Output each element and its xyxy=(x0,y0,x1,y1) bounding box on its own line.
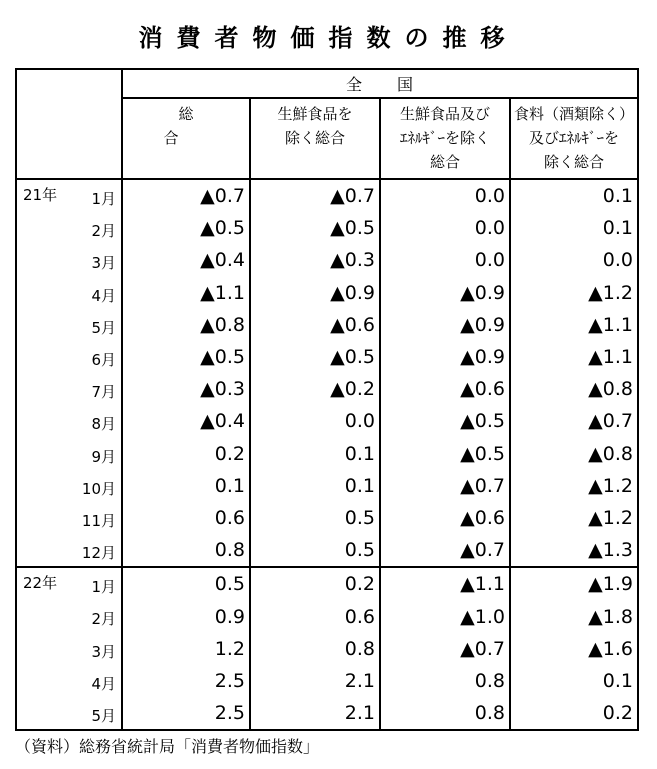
row-label xyxy=(16,309,122,341)
column-header xyxy=(380,98,510,179)
month-label: 11月 xyxy=(81,511,116,530)
row-label xyxy=(16,567,122,600)
value-cell: 0.1 xyxy=(510,212,638,244)
value-cell: ▲0.5 xyxy=(380,438,510,470)
row-label xyxy=(16,665,122,697)
value-cell: 0.6 xyxy=(122,502,250,534)
value-cell: ▲0.6 xyxy=(250,309,380,341)
row-label xyxy=(16,244,122,276)
value-cell: ▲1.1 xyxy=(380,567,510,600)
value-cell: 0.5 xyxy=(250,534,380,567)
value-cell: 0.8 xyxy=(380,665,510,697)
value-cell: 0.0 xyxy=(380,212,510,244)
value-cell: ▲0.5 xyxy=(380,405,510,437)
table-row xyxy=(16,438,638,470)
row-label xyxy=(16,341,122,373)
value-cell: ▲0.8 xyxy=(510,373,638,405)
table-row xyxy=(16,665,638,697)
value-cell: ▲0.3 xyxy=(250,244,380,276)
month-label: 3月 xyxy=(91,254,116,273)
table-row xyxy=(16,633,638,665)
month-label: 12月 xyxy=(81,544,116,563)
header-corner xyxy=(16,69,122,98)
column-header-line: 生鮮食品を xyxy=(277,105,353,123)
table-row xyxy=(16,277,638,309)
value-cell: ▲1.6 xyxy=(510,633,638,665)
value-cell: 0.8 xyxy=(250,633,380,665)
value-cell: ▲0.5 xyxy=(250,341,380,373)
value-cell: 0.9 xyxy=(122,600,250,632)
month-label: 7月 xyxy=(91,383,116,402)
value-cell: ▲0.2 xyxy=(250,373,380,405)
row-label xyxy=(16,277,122,309)
month-label: 3月 xyxy=(91,642,116,661)
table-row xyxy=(16,502,638,534)
month-label: 5月 xyxy=(91,707,116,725)
value-cell: ▲1.1 xyxy=(510,341,638,373)
value-cell: ▲1.2 xyxy=(510,502,638,534)
value-cell: ▲0.7 xyxy=(380,470,510,502)
column-header-line: 食料（酒類除く） xyxy=(513,105,634,123)
cpi-table xyxy=(15,68,639,731)
value-cell: ▲0.6 xyxy=(380,502,510,534)
year-label: 22年 xyxy=(23,574,58,593)
month-label: 9月 xyxy=(91,447,116,466)
value-cell: ▲0.9 xyxy=(380,277,510,309)
table-row xyxy=(16,697,638,730)
group-header: 全 国 xyxy=(122,69,638,98)
table-row xyxy=(16,600,638,632)
column-header-line: 除く総合 xyxy=(284,129,345,147)
value-cell: 0.2 xyxy=(510,697,638,730)
month-label: 1月 xyxy=(91,578,116,597)
value-cell: ▲0.9 xyxy=(250,277,380,309)
table-row xyxy=(16,567,638,600)
value-cell: ▲1.2 xyxy=(510,470,638,502)
table-row xyxy=(16,534,638,567)
row-label xyxy=(16,438,122,470)
value-cell: ▲1.1 xyxy=(122,277,250,309)
value-cell: ▲1.3 xyxy=(510,534,638,567)
value-cell: ▲0.7 xyxy=(250,179,380,212)
value-cell: 0.8 xyxy=(122,534,250,567)
month-label: 6月 xyxy=(91,350,116,369)
month-label: 4月 xyxy=(91,286,116,305)
column-header-line: 総 合 xyxy=(163,105,269,147)
value-cell: 2.5 xyxy=(122,697,250,730)
header-corner-lower xyxy=(16,98,122,179)
row-label xyxy=(16,633,122,665)
value-cell: 0.5 xyxy=(250,502,380,534)
value-cell: 0.1 xyxy=(510,665,638,697)
value-cell: 0.2 xyxy=(122,438,250,470)
source-note: （資料）総務省統計局「消費者物価指数」 xyxy=(15,737,320,756)
row-label xyxy=(16,697,122,730)
month-label: 2月 xyxy=(91,610,116,629)
value-cell: ▲0.7 xyxy=(122,179,250,212)
value-cell: 0.0 xyxy=(380,179,510,212)
month-label: 4月 xyxy=(91,674,116,693)
value-cell: ▲0.4 xyxy=(122,405,250,437)
column-header xyxy=(122,98,269,179)
row-label xyxy=(16,405,122,437)
column-header-line: 総合 xyxy=(429,153,460,171)
value-cell: 0.0 xyxy=(250,405,380,437)
page-title: 消費者物価指数の推移 xyxy=(138,24,519,52)
month-label: 2月 xyxy=(91,222,116,241)
value-cell: ▲1.8 xyxy=(510,600,638,632)
value-cell: ▲0.8 xyxy=(122,309,250,341)
value-cell: ▲0.5 xyxy=(122,341,250,373)
value-cell: ▲1.2 xyxy=(510,277,638,309)
table-row xyxy=(16,244,638,276)
row-label xyxy=(16,534,122,567)
row-label xyxy=(16,212,122,244)
value-cell: ▲0.7 xyxy=(510,405,638,437)
year-label: 21年 xyxy=(23,186,58,204)
value-cell: ▲1.1 xyxy=(510,309,638,341)
value-cell: ▲0.5 xyxy=(122,212,250,244)
value-cell: ▲1.9 xyxy=(510,567,638,600)
value-cell: ▲0.5 xyxy=(250,212,380,244)
table-row xyxy=(16,341,638,373)
column-header-line: 及びｴﾈﾙｷﾞｰを xyxy=(528,129,619,147)
value-cell: 0.1 xyxy=(122,470,250,502)
table-row xyxy=(16,309,638,341)
month-label: 1月 xyxy=(91,190,116,208)
value-cell: 0.6 xyxy=(250,600,380,632)
row-label xyxy=(16,502,122,534)
month-label: 5月 xyxy=(91,318,116,337)
value-cell: ▲0.9 xyxy=(380,309,510,341)
row-label xyxy=(16,600,122,632)
column-header xyxy=(250,98,380,179)
value-cell: 0.5 xyxy=(122,567,250,600)
value-cell: 2.1 xyxy=(250,665,380,697)
month-label: 10月 xyxy=(81,479,116,498)
value-cell: ▲0.9 xyxy=(380,341,510,373)
table-row xyxy=(16,212,638,244)
value-cell: ▲0.4 xyxy=(122,244,250,276)
row-label xyxy=(16,179,122,212)
value-cell: 2.5 xyxy=(122,665,250,697)
table-row xyxy=(16,373,638,405)
value-cell: ▲0.8 xyxy=(510,438,638,470)
table-row xyxy=(16,470,638,502)
value-cell: ▲0.6 xyxy=(380,373,510,405)
table-row xyxy=(16,179,638,212)
value-cell: ▲0.7 xyxy=(380,534,510,567)
value-cell: 0.1 xyxy=(510,179,638,212)
column-header-line: 生鮮食品及び xyxy=(399,105,490,123)
column-header-line: ｴﾈﾙｷﾞｰを除く xyxy=(399,129,490,147)
value-cell: 0.2 xyxy=(250,567,380,600)
row-label xyxy=(16,373,122,405)
value-cell: 0.0 xyxy=(380,244,510,276)
value-cell: 1.2 xyxy=(122,633,250,665)
value-cell: 0.1 xyxy=(250,470,380,502)
value-cell: 0.1 xyxy=(250,438,380,470)
column-header xyxy=(510,98,638,179)
value-cell: 0.8 xyxy=(380,697,510,730)
row-label xyxy=(16,470,122,502)
table-row xyxy=(16,405,638,437)
value-cell: ▲0.7 xyxy=(380,633,510,665)
value-cell: ▲1.0 xyxy=(380,600,510,632)
value-cell: 0.0 xyxy=(510,244,638,276)
value-cell: 2.1 xyxy=(250,697,380,730)
value-cell: ▲0.3 xyxy=(122,373,250,405)
column-header-line: 除く総合 xyxy=(543,153,604,171)
month-label: 8月 xyxy=(91,415,116,434)
